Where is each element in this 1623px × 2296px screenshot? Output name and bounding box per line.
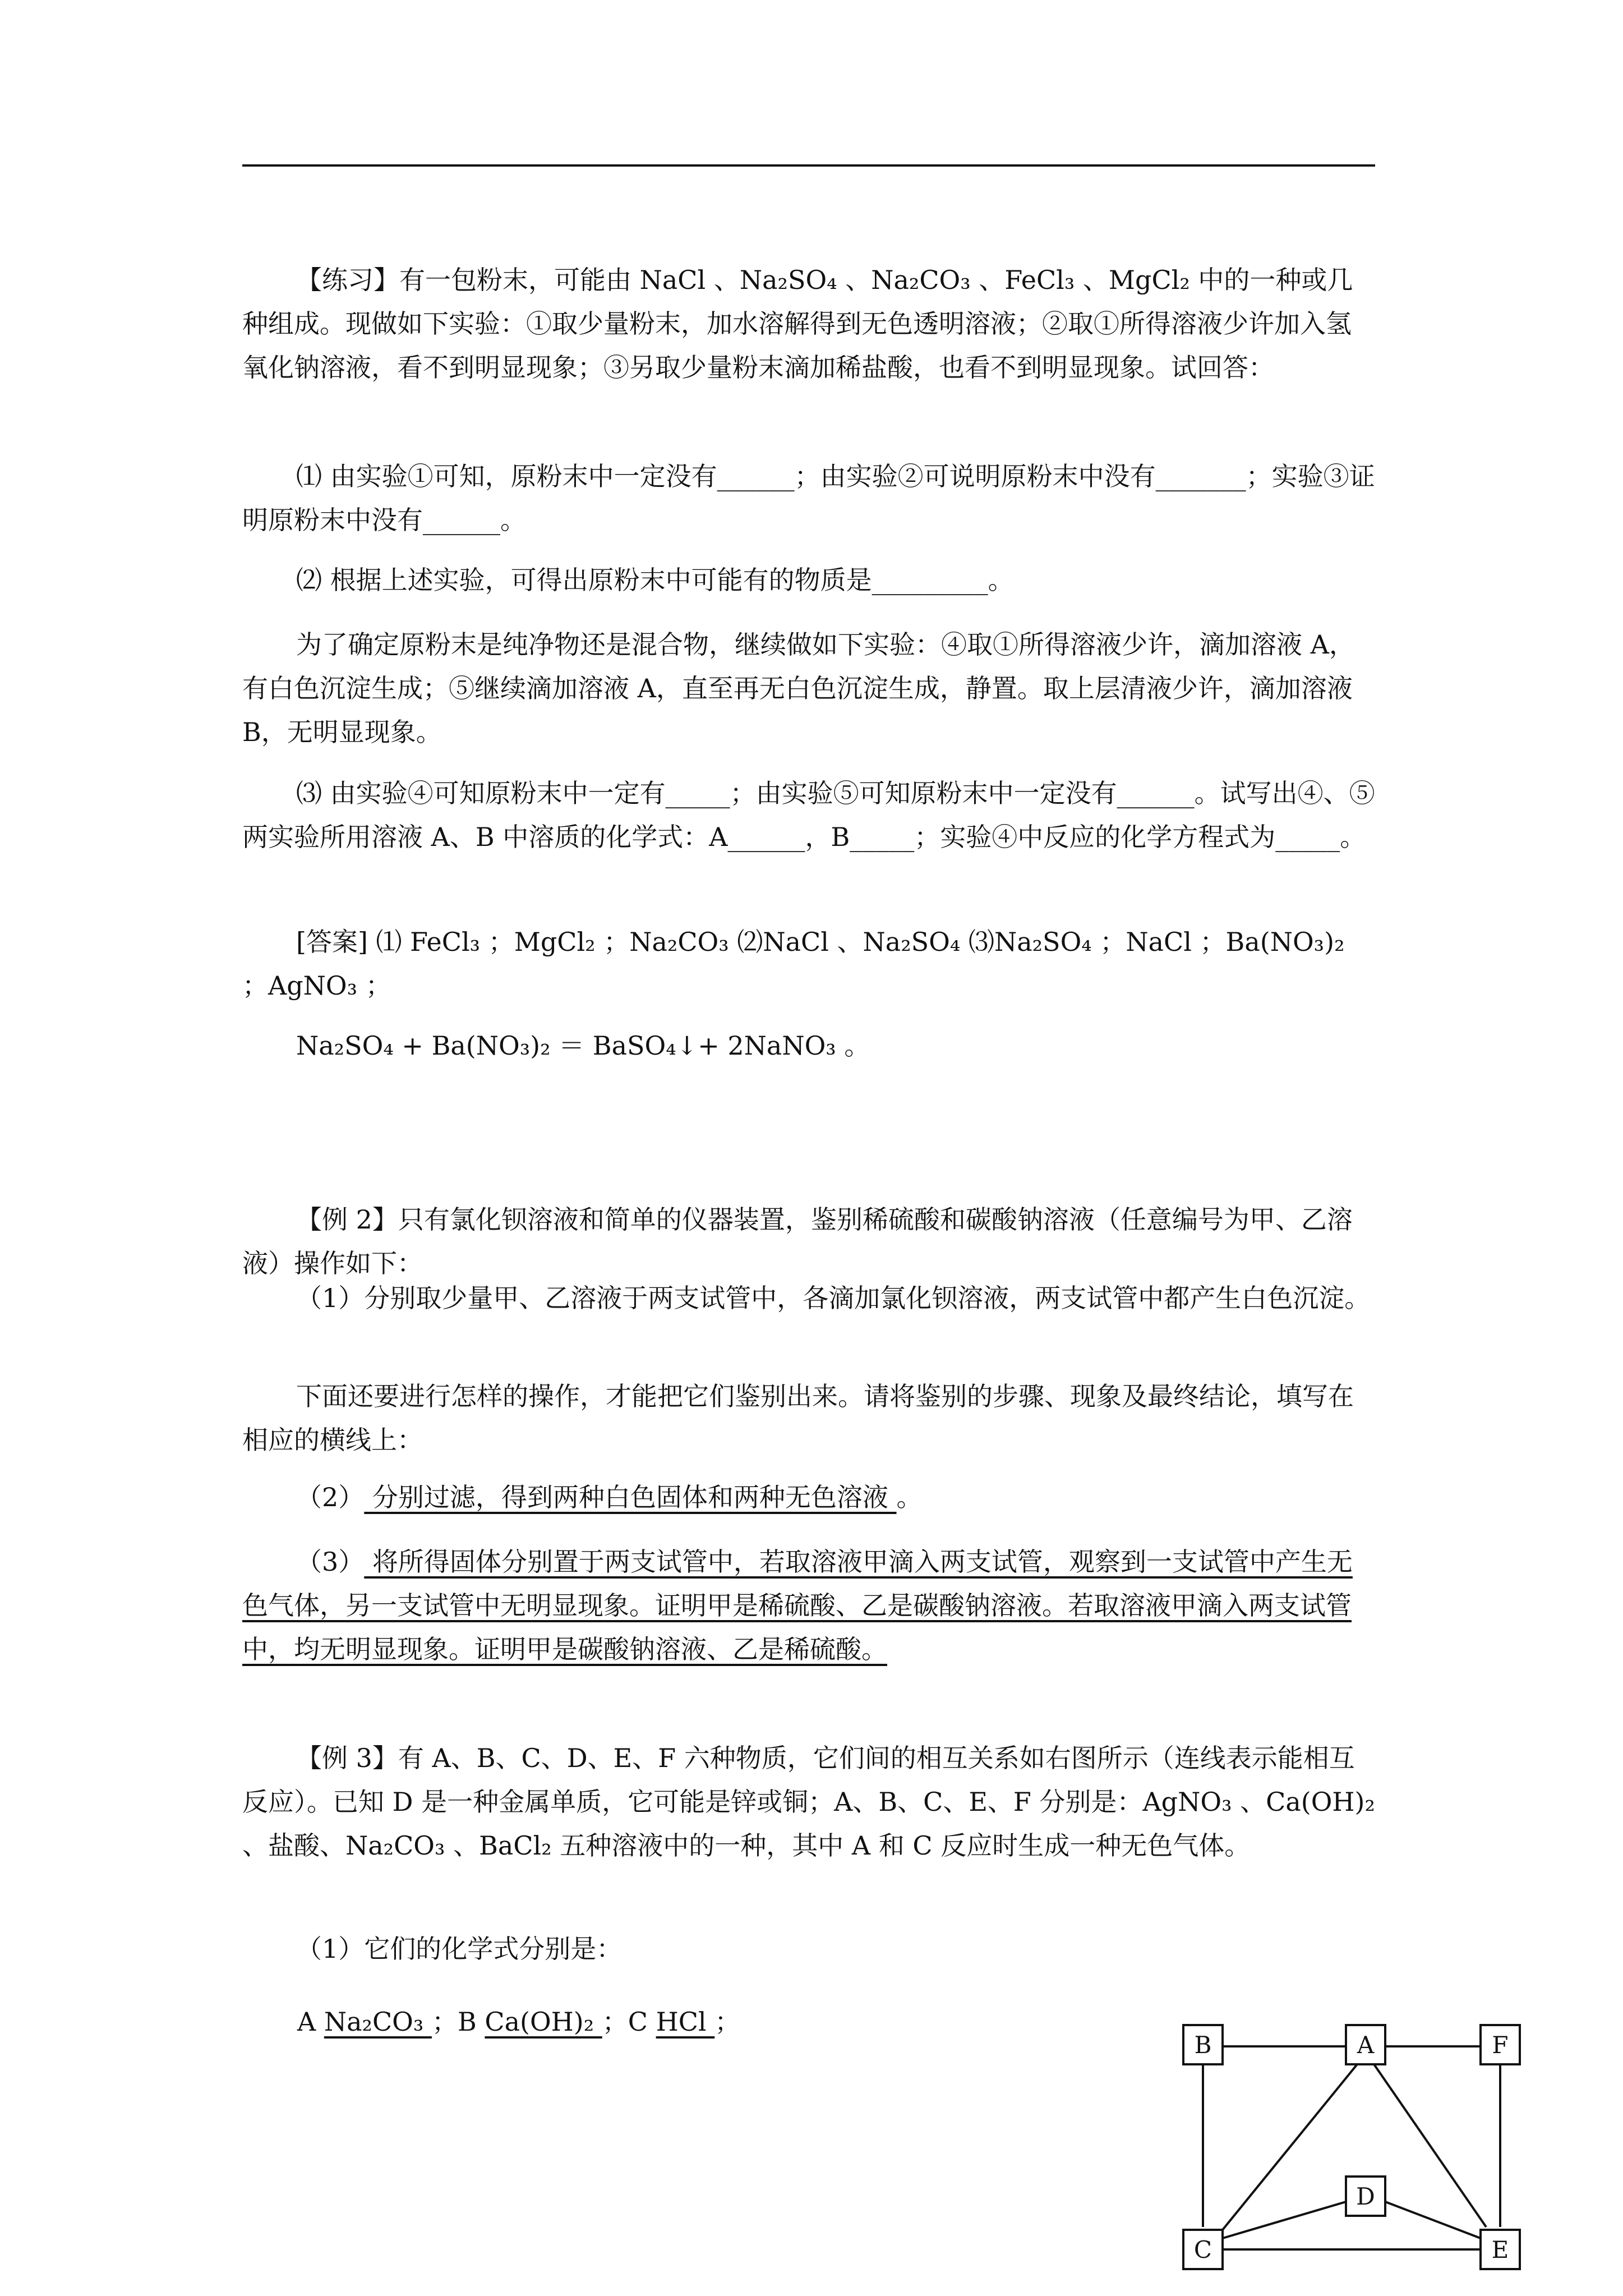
answer-a-label: A (297, 2007, 324, 2037)
edge-d-e (1385, 2202, 1481, 2238)
node-label-b: B (1194, 2031, 1212, 2059)
example2-step-1: （1）分别取少量甲、乙溶液于两支试管中，各滴加氯化钡溶液，两支试管中都产生白色沉淀。 (296, 1283, 1371, 1313)
practice-question-3: ⑶ 由实验④可知原粉末中一定有_____；由实验⑤可知原粉末中一定没有______。试写出④、⑤两实验所用溶液 A、B 中溶质的化学式：A______，B_____；实验④中反应的化学方程式为_____。 (242, 778, 1375, 852)
answer-c: HCl (656, 2007, 715, 2037)
practice-intro: 【练习】有一包粉末，可能由 NaCl 、Na₂SO₄ 、Na₂CO₃ 、FeCl₃ 、MgCl₂ 中的一种或几种组成。现做如下实验：①取少量粉末，加水溶解得到无色透明溶液；②取①所得溶液少许加入氢氧化钠溶液，看不到明显现象；③另取少量粉末滴加稀盐酸，也看不到明显现象。试回答： (242, 265, 1353, 383)
step-2-label: （2） (296, 1482, 365, 1512)
example2-step-3 (242, 1540, 1375, 1671)
answer-a: Na₂CO₃ (324, 2007, 432, 2037)
step-2-answer: 分别过滤，得到两种白色固体和两种无色溶液 (364, 1482, 897, 1512)
practice-question-1: ⑴ 由实验①可知，原粉末中一定没有______；由实验②可说明原粉末中没有_______；实验③证明原粉末中没有______。 (242, 461, 1375, 535)
reaction-diagram (1175, 2014, 1523, 2283)
step-3-label: （3） (296, 1547, 365, 1577)
node-label-f: F (1492, 2031, 1509, 2059)
practice-continue: 为了确定原粉末是纯净物还是混合物，继续做如下实验：④取①所得溶液少许，滴加溶液 A，有白色沉淀生成；⑤继续滴加溶液 A，直至再无白色沉淀生成，静置。取上层清液少许，滴加溶液 B，无明显现象。 (242, 629, 1355, 747)
practice-equation: Na₂SO₄ + Ba(NO₃)₂ ＝ BaSO₄↓+ 2NaNO₃ 。 (296, 1030, 870, 1061)
node-label-d: D (1356, 2183, 1375, 2210)
answer-c-label: ；C (602, 2007, 656, 2037)
edge-a-e (1374, 2064, 1486, 2227)
node-label-c: C (1193, 2236, 1212, 2263)
example2-intro: 【例 2】只有氯化钡溶液和简单的仪器装置，鉴别稀硫酸和碳酸钠溶液（任意编号为甲、乙溶液）操作如下： (242, 1204, 1353, 1278)
answer-b-label: ；B (431, 2007, 485, 2037)
example2-step-2 (242, 1475, 1375, 1519)
answer-end: ； (714, 2007, 741, 2037)
example3-question-1: （1）它们的化学式分别是： (296, 1934, 623, 1964)
node-label-e: E (1491, 2236, 1509, 2263)
example3-intro: 【例 3】有 A、B、C、D、E、F 六种物质，它们间的相互关系如右图所示（连线表示能相互反应）。已知 D 是一种金属单质，它可能是锌或铜；A、B、C、E、F 分别是：AgNO₃ 、Ca(OH)₂ 、盐酸、Na₂CO₃ 、BaCl₂ 五种溶液中的一种，其中 A 和 C 反应时生成一种无色气体。 (242, 1743, 1375, 1861)
practice-answer: [答案] ⑴ FeCl₃ ；MgCl₂ ；Na₂CO₃ ⑵NaCl 、Na₂SO₄ ⑶Na₂SO₄ ；NaCl ；Ba(NO₃)₂ ；AgNO₃ ； (242, 927, 1345, 1001)
answer-b: Ca(OH)₂ (485, 2007, 602, 2037)
step-3-answer: 将所得固体分别置于两支试管中，若取溶液甲滴入两支试管，观察到一支试管中产生无色气体，另一支试管中无明显现象。证明甲是稀硫酸、乙是碳酸钠溶液。若取溶液甲滴入两支试管中，均无明显现象。证明甲是碳酸钠溶液、乙是稀硫酸。 (242, 1547, 1353, 1664)
step-2-end: 。 (896, 1482, 923, 1512)
practice-question-2: ⑵ 根据上述实验，可得出原粉末中可能有的物质是_________。 (296, 565, 1014, 595)
node-label-a: A (1357, 2031, 1375, 2059)
example2-prompt: 下面还要进行怎样的操作，才能把它们鉴别出来。请将鉴别的步骤、现象及最终结论，填写在相应的横线上： (242, 1381, 1354, 1455)
header-rule (242, 164, 1375, 167)
